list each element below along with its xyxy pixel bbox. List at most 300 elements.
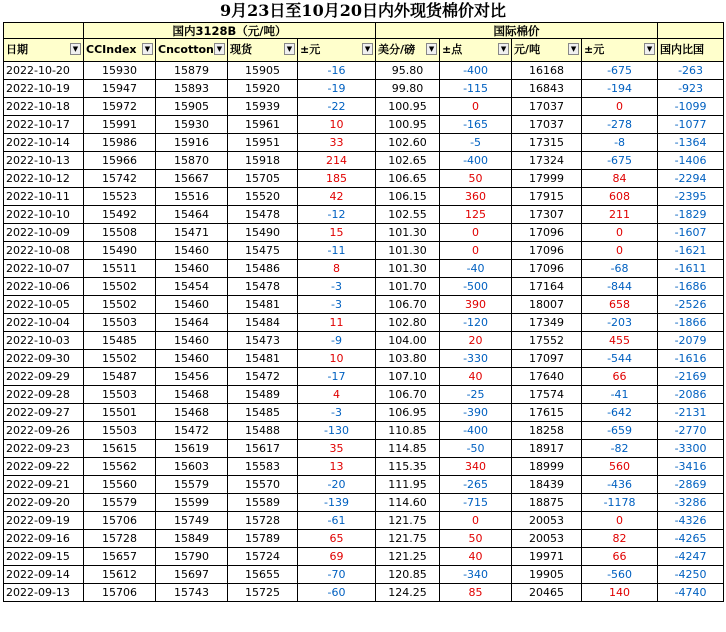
- table-cell[interactable]: 15464: [156, 314, 228, 332]
- table-cell[interactable]: 15657: [84, 548, 156, 566]
- table-cell[interactable]: -2086: [658, 386, 724, 404]
- table-cell[interactable]: -203: [582, 314, 658, 332]
- table-cell[interactable]: 2022-10-08: [4, 242, 84, 260]
- table-cell[interactable]: 360: [440, 188, 512, 206]
- table-cell[interactable]: 15520: [228, 188, 298, 206]
- table-cell[interactable]: 15599: [156, 494, 228, 512]
- table-cell[interactable]: -19: [298, 80, 376, 98]
- table-cell[interactable]: 65: [298, 530, 376, 548]
- table-cell[interactable]: -1866: [658, 314, 724, 332]
- table-cell[interactable]: 107.10: [376, 368, 440, 386]
- table-cell[interactable]: 17037: [512, 98, 582, 116]
- table-cell[interactable]: 101.30: [376, 242, 440, 260]
- column-header[interactable]: [582, 39, 658, 62]
- table-cell[interactable]: 15471: [156, 224, 228, 242]
- filter-dropdown-icon[interactable]: ▼: [498, 43, 509, 55]
- table-cell[interactable]: 17096: [512, 224, 582, 242]
- table-cell[interactable]: 560: [582, 458, 658, 476]
- table-cell[interactable]: 2022-10-12: [4, 170, 84, 188]
- table-cell[interactable]: 2022-10-03: [4, 332, 84, 350]
- table-cell[interactable]: -61: [298, 512, 376, 530]
- table-cell[interactable]: 110.85: [376, 422, 440, 440]
- table-cell[interactable]: 15468: [156, 386, 228, 404]
- table-cell[interactable]: -3286: [658, 494, 724, 512]
- table-cell[interactable]: -390: [440, 404, 512, 422]
- table-cell[interactable]: -1686: [658, 278, 724, 296]
- table-cell[interactable]: -60: [298, 584, 376, 602]
- table-cell[interactable]: -12: [298, 206, 376, 224]
- table-cell[interactable]: 15879: [156, 62, 228, 80]
- table-cell[interactable]: -263: [658, 62, 724, 80]
- table-cell[interactable]: 95.80: [376, 62, 440, 80]
- table-cell[interactable]: -2131: [658, 404, 724, 422]
- table-cell[interactable]: -11: [298, 242, 376, 260]
- table-cell[interactable]: -2869: [658, 476, 724, 494]
- table-cell[interactable]: -675: [582, 152, 658, 170]
- table-cell[interactable]: -40: [440, 260, 512, 278]
- table-cell[interactable]: 33: [298, 134, 376, 152]
- table-cell[interactable]: -1364: [658, 134, 724, 152]
- table-cell[interactable]: 17574: [512, 386, 582, 404]
- table-cell[interactable]: 15501: [84, 404, 156, 422]
- table-cell[interactable]: 2022-09-29: [4, 368, 84, 386]
- table-cell[interactable]: 40: [440, 368, 512, 386]
- table-cell[interactable]: 66: [582, 548, 658, 566]
- table-cell[interactable]: 10: [298, 116, 376, 134]
- column-header[interactable]: [658, 39, 724, 62]
- table-cell[interactable]: 18875: [512, 494, 582, 512]
- table-cell[interactable]: 15503: [84, 386, 156, 404]
- table-cell[interactable]: 101.30: [376, 260, 440, 278]
- column-header[interactable]: [298, 39, 376, 62]
- table-cell[interactable]: 103.80: [376, 350, 440, 368]
- table-cell[interactable]: 84: [582, 170, 658, 188]
- table-cell[interactable]: 15502: [84, 278, 156, 296]
- table-cell[interactable]: 102.80: [376, 314, 440, 332]
- table-cell[interactable]: 114.60: [376, 494, 440, 512]
- table-cell[interactable]: 15905: [156, 98, 228, 116]
- table-cell[interactable]: 15502: [84, 296, 156, 314]
- table-cell[interactable]: 102.65: [376, 152, 440, 170]
- table-cell[interactable]: 15920: [228, 80, 298, 98]
- table-cell[interactable]: 18917: [512, 440, 582, 458]
- table-cell[interactable]: 15619: [156, 440, 228, 458]
- table-cell[interactable]: 2022-10-20: [4, 62, 84, 80]
- table-cell[interactable]: 15484: [228, 314, 298, 332]
- table-cell[interactable]: 2022-09-22: [4, 458, 84, 476]
- table-cell[interactable]: 17307: [512, 206, 582, 224]
- filter-dropdown-icon[interactable]: ▼: [70, 43, 81, 55]
- table-cell[interactable]: 0: [440, 242, 512, 260]
- table-cell[interactable]: 15918: [228, 152, 298, 170]
- table-cell[interactable]: 121.75: [376, 512, 440, 530]
- column-header[interactable]: [440, 39, 512, 62]
- table-cell[interactable]: 10: [298, 350, 376, 368]
- table-cell[interactable]: -330: [440, 350, 512, 368]
- table-cell[interactable]: 2022-10-07: [4, 260, 84, 278]
- table-cell[interactable]: 15487: [84, 368, 156, 386]
- table-cell[interactable]: 15930: [84, 62, 156, 80]
- column-header[interactable]: [84, 39, 156, 62]
- table-cell[interactable]: 16843: [512, 80, 582, 98]
- table-cell[interactable]: -5: [440, 134, 512, 152]
- table-cell[interactable]: 104.00: [376, 332, 440, 350]
- table-cell[interactable]: 106.15: [376, 188, 440, 206]
- table-cell[interactable]: 15589: [228, 494, 298, 512]
- table-cell[interactable]: -544: [582, 350, 658, 368]
- table-cell[interactable]: -68: [582, 260, 658, 278]
- table-cell[interactable]: 15456: [156, 368, 228, 386]
- table-cell[interactable]: 15489: [228, 386, 298, 404]
- table-cell[interactable]: 15488: [228, 422, 298, 440]
- table-cell[interactable]: 42: [298, 188, 376, 206]
- table-cell[interactable]: -2770: [658, 422, 724, 440]
- column-header[interactable]: [228, 39, 298, 62]
- table-cell[interactable]: -340: [440, 566, 512, 584]
- table-cell[interactable]: 20053: [512, 512, 582, 530]
- table-cell[interactable]: 2022-10-18: [4, 98, 84, 116]
- table-cell[interactable]: 100.95: [376, 116, 440, 134]
- table-cell[interactable]: 2022-09-30: [4, 350, 84, 368]
- table-cell[interactable]: 15508: [84, 224, 156, 242]
- table-cell[interactable]: -3: [298, 296, 376, 314]
- table-cell[interactable]: 15490: [228, 224, 298, 242]
- table-cell[interactable]: 2022-09-26: [4, 422, 84, 440]
- table-cell[interactable]: -2169: [658, 368, 724, 386]
- table-cell[interactable]: 15930: [156, 116, 228, 134]
- table-cell[interactable]: -1077: [658, 116, 724, 134]
- table-cell[interactable]: -8: [582, 134, 658, 152]
- table-cell[interactable]: 2022-09-27: [4, 404, 84, 422]
- table-cell[interactable]: 125: [440, 206, 512, 224]
- table-cell[interactable]: -70: [298, 566, 376, 584]
- table-cell[interactable]: 15460: [156, 350, 228, 368]
- table-cell[interactable]: 185: [298, 170, 376, 188]
- filter-dropdown-icon[interactable]: ▼: [644, 43, 655, 55]
- table-cell[interactable]: 2022-09-23: [4, 440, 84, 458]
- table-cell[interactable]: 8: [298, 260, 376, 278]
- table-cell[interactable]: 85: [440, 584, 512, 602]
- filter-dropdown-icon[interactable]: ▼: [568, 43, 579, 55]
- table-cell[interactable]: 15655: [228, 566, 298, 584]
- table-cell[interactable]: -16: [298, 62, 376, 80]
- table-cell[interactable]: 15460: [156, 332, 228, 350]
- table-cell[interactable]: 15560: [84, 476, 156, 494]
- table-cell[interactable]: 0: [582, 224, 658, 242]
- table-cell[interactable]: 15728: [228, 512, 298, 530]
- table-cell[interactable]: 15986: [84, 134, 156, 152]
- table-cell[interactable]: 15705: [228, 170, 298, 188]
- table-cell[interactable]: -1621: [658, 242, 724, 260]
- table-cell[interactable]: -675: [582, 62, 658, 80]
- table-cell[interactable]: -715: [440, 494, 512, 512]
- table-cell[interactable]: -4247: [658, 548, 724, 566]
- table-cell[interactable]: -25: [440, 386, 512, 404]
- table-cell[interactable]: -9: [298, 332, 376, 350]
- table-cell[interactable]: 15485: [228, 404, 298, 422]
- table-cell[interactable]: 15893: [156, 80, 228, 98]
- table-cell[interactable]: 19971: [512, 548, 582, 566]
- table-cell[interactable]: 2022-09-20: [4, 494, 84, 512]
- table-cell[interactable]: 15749: [156, 512, 228, 530]
- table-cell[interactable]: -1178: [582, 494, 658, 512]
- table-cell[interactable]: 15849: [156, 530, 228, 548]
- table-cell[interactable]: 99.80: [376, 80, 440, 98]
- table-cell[interactable]: 17037: [512, 116, 582, 134]
- table-cell[interactable]: -659: [582, 422, 658, 440]
- table-cell[interactable]: 2022-10-13: [4, 152, 84, 170]
- table-cell[interactable]: 13: [298, 458, 376, 476]
- table-cell[interactable]: 0: [440, 512, 512, 530]
- table-cell[interactable]: 15870: [156, 152, 228, 170]
- table-cell[interactable]: -165: [440, 116, 512, 134]
- table-cell[interactable]: 15464: [156, 206, 228, 224]
- table-cell[interactable]: 17552: [512, 332, 582, 350]
- table-cell[interactable]: 15460: [156, 260, 228, 278]
- table-cell[interactable]: 214: [298, 152, 376, 170]
- table-cell[interactable]: 2022-09-15: [4, 548, 84, 566]
- table-cell[interactable]: 66: [582, 368, 658, 386]
- table-cell[interactable]: 0: [440, 224, 512, 242]
- table-cell[interactable]: 15667: [156, 170, 228, 188]
- table-cell[interactable]: 658: [582, 296, 658, 314]
- table-cell[interactable]: 20465: [512, 584, 582, 602]
- table-cell[interactable]: -400: [440, 152, 512, 170]
- column-header[interactable]: [4, 39, 84, 62]
- table-cell[interactable]: 50: [440, 170, 512, 188]
- filter-dropdown-icon[interactable]: ▼: [362, 43, 373, 55]
- table-cell[interactable]: 17615: [512, 404, 582, 422]
- table-cell[interactable]: 69: [298, 548, 376, 566]
- table-cell[interactable]: 15706: [84, 512, 156, 530]
- table-cell[interactable]: 15612: [84, 566, 156, 584]
- column-header[interactable]: [512, 39, 582, 62]
- table-cell[interactable]: -400: [440, 62, 512, 80]
- table-cell[interactable]: -139: [298, 494, 376, 512]
- column-header[interactable]: [156, 39, 228, 62]
- table-cell[interactable]: 102.60: [376, 134, 440, 152]
- table-cell[interactable]: 106.70: [376, 296, 440, 314]
- table-cell[interactable]: -2294: [658, 170, 724, 188]
- table-cell[interactable]: 15516: [156, 188, 228, 206]
- table-cell[interactable]: 15503: [84, 314, 156, 332]
- table-cell[interactable]: 2022-10-10: [4, 206, 84, 224]
- table-cell[interactable]: -1616: [658, 350, 724, 368]
- table-cell[interactable]: 15583: [228, 458, 298, 476]
- table-cell[interactable]: 140: [582, 584, 658, 602]
- table-cell[interactable]: -4326: [658, 512, 724, 530]
- table-cell[interactable]: 15502: [84, 350, 156, 368]
- table-cell[interactable]: -4265: [658, 530, 724, 548]
- table-cell[interactable]: 15743: [156, 584, 228, 602]
- table-cell[interactable]: 18258: [512, 422, 582, 440]
- table-cell[interactable]: 0: [440, 98, 512, 116]
- table-cell[interactable]: -17: [298, 368, 376, 386]
- table-cell[interactable]: 15724: [228, 548, 298, 566]
- table-cell[interactable]: 15486: [228, 260, 298, 278]
- table-cell[interactable]: 17349: [512, 314, 582, 332]
- table-cell[interactable]: 106.65: [376, 170, 440, 188]
- table-cell[interactable]: 15966: [84, 152, 156, 170]
- table-cell[interactable]: -400: [440, 422, 512, 440]
- table-cell[interactable]: 15991: [84, 116, 156, 134]
- table-cell[interactable]: -2395: [658, 188, 724, 206]
- table-cell[interactable]: 15: [298, 224, 376, 242]
- table-cell[interactable]: 15478: [228, 206, 298, 224]
- table-cell[interactable]: -130: [298, 422, 376, 440]
- table-cell[interactable]: 114.85: [376, 440, 440, 458]
- table-cell[interactable]: 15475: [228, 242, 298, 260]
- table-cell[interactable]: 17097: [512, 350, 582, 368]
- table-cell[interactable]: 2022-10-05: [4, 296, 84, 314]
- table-cell[interactable]: 15972: [84, 98, 156, 116]
- table-cell[interactable]: -1406: [658, 152, 724, 170]
- filter-dropdown-icon[interactable]: ▼: [214, 43, 225, 55]
- table-cell[interactable]: 121.75: [376, 530, 440, 548]
- table-cell[interactable]: 15473: [228, 332, 298, 350]
- table-cell[interactable]: 100.95: [376, 98, 440, 116]
- table-cell[interactable]: -1611: [658, 260, 724, 278]
- table-cell[interactable]: 124.25: [376, 584, 440, 602]
- table-cell[interactable]: 0: [582, 242, 658, 260]
- table-cell[interactable]: 15468: [156, 404, 228, 422]
- table-cell[interactable]: -1607: [658, 224, 724, 242]
- table-cell[interactable]: 40: [440, 548, 512, 566]
- table-cell[interactable]: 15615: [84, 440, 156, 458]
- table-cell[interactable]: 19905: [512, 566, 582, 584]
- table-cell[interactable]: -120: [440, 314, 512, 332]
- table-cell[interactable]: 15460: [156, 296, 228, 314]
- table-cell[interactable]: 17096: [512, 242, 582, 260]
- table-cell[interactable]: 455: [582, 332, 658, 350]
- table-cell[interactable]: 2022-09-16: [4, 530, 84, 548]
- table-cell[interactable]: -82: [582, 440, 658, 458]
- table-cell[interactable]: -50: [440, 440, 512, 458]
- table-cell[interactable]: 15916: [156, 134, 228, 152]
- column-header[interactable]: [376, 39, 440, 62]
- filter-dropdown-icon[interactable]: ▼: [142, 43, 153, 55]
- table-cell[interactable]: 15617: [228, 440, 298, 458]
- table-cell[interactable]: 17324: [512, 152, 582, 170]
- table-cell[interactable]: 2022-10-11: [4, 188, 84, 206]
- table-cell[interactable]: -194: [582, 80, 658, 98]
- table-cell[interactable]: -923: [658, 80, 724, 98]
- table-cell[interactable]: 2022-10-17: [4, 116, 84, 134]
- table-cell[interactable]: 20: [440, 332, 512, 350]
- table-cell[interactable]: -436: [582, 476, 658, 494]
- table-cell[interactable]: 608: [582, 188, 658, 206]
- table-cell[interactable]: -278: [582, 116, 658, 134]
- table-cell[interactable]: 15790: [156, 548, 228, 566]
- table-cell[interactable]: -265: [440, 476, 512, 494]
- table-cell[interactable]: -3416: [658, 458, 724, 476]
- table-cell[interactable]: 2022-09-14: [4, 566, 84, 584]
- table-cell[interactable]: 390: [440, 296, 512, 314]
- table-cell[interactable]: 102.55: [376, 206, 440, 224]
- table-cell[interactable]: 106.95: [376, 404, 440, 422]
- table-cell[interactable]: 0: [582, 98, 658, 116]
- table-cell[interactable]: -560: [582, 566, 658, 584]
- table-cell[interactable]: 15454: [156, 278, 228, 296]
- table-cell[interactable]: 15579: [84, 494, 156, 512]
- table-cell[interactable]: -2526: [658, 296, 724, 314]
- table-cell[interactable]: 18007: [512, 296, 582, 314]
- table-cell[interactable]: -500: [440, 278, 512, 296]
- table-cell[interactable]: 15697: [156, 566, 228, 584]
- table-cell[interactable]: 15460: [156, 242, 228, 260]
- table-cell[interactable]: -844: [582, 278, 658, 296]
- table-cell[interactable]: 15570: [228, 476, 298, 494]
- table-cell[interactable]: 2022-09-13: [4, 584, 84, 602]
- table-cell[interactable]: 2022-09-19: [4, 512, 84, 530]
- table-cell[interactable]: 15725: [228, 584, 298, 602]
- table-cell[interactable]: 17915: [512, 188, 582, 206]
- table-cell[interactable]: 211: [582, 206, 658, 224]
- table-cell[interactable]: 15939: [228, 98, 298, 116]
- table-cell[interactable]: 15742: [84, 170, 156, 188]
- table-cell[interactable]: 121.25: [376, 548, 440, 566]
- table-cell[interactable]: 2022-09-28: [4, 386, 84, 404]
- table-cell[interactable]: -20: [298, 476, 376, 494]
- table-cell[interactable]: 17999: [512, 170, 582, 188]
- table-cell[interactable]: 17315: [512, 134, 582, 152]
- table-cell[interactable]: 106.70: [376, 386, 440, 404]
- table-cell[interactable]: 82: [582, 530, 658, 548]
- table-cell[interactable]: 2022-10-14: [4, 134, 84, 152]
- table-cell[interactable]: 15472: [156, 422, 228, 440]
- table-cell[interactable]: 15905: [228, 62, 298, 80]
- table-cell[interactable]: 15961: [228, 116, 298, 134]
- table-cell[interactable]: 15511: [84, 260, 156, 278]
- table-cell[interactable]: 15579: [156, 476, 228, 494]
- table-cell[interactable]: 15503: [84, 422, 156, 440]
- table-cell[interactable]: 15603: [156, 458, 228, 476]
- table-cell[interactable]: 2022-10-19: [4, 80, 84, 98]
- table-cell[interactable]: 15485: [84, 332, 156, 350]
- table-cell[interactable]: 2022-09-21: [4, 476, 84, 494]
- table-cell[interactable]: -3: [298, 278, 376, 296]
- table-cell[interactable]: 15481: [228, 350, 298, 368]
- table-cell[interactable]: 15706: [84, 584, 156, 602]
- table-cell[interactable]: 101.70: [376, 278, 440, 296]
- table-cell[interactable]: 15951: [228, 134, 298, 152]
- table-cell[interactable]: 101.30: [376, 224, 440, 242]
- table-cell[interactable]: -2079: [658, 332, 724, 350]
- table-cell[interactable]: -3: [298, 404, 376, 422]
- table-cell[interactable]: 16168: [512, 62, 582, 80]
- table-cell[interactable]: 340: [440, 458, 512, 476]
- table-cell[interactable]: -41: [582, 386, 658, 404]
- table-cell[interactable]: 15490: [84, 242, 156, 260]
- table-cell[interactable]: 0: [582, 512, 658, 530]
- table-cell[interactable]: 15481: [228, 296, 298, 314]
- table-cell[interactable]: 35: [298, 440, 376, 458]
- table-cell[interactable]: 20053: [512, 530, 582, 548]
- table-cell[interactable]: -642: [582, 404, 658, 422]
- table-cell[interactable]: -4740: [658, 584, 724, 602]
- table-cell[interactable]: 115.35: [376, 458, 440, 476]
- table-cell[interactable]: 111.95: [376, 476, 440, 494]
- filter-dropdown-icon[interactable]: ▼: [426, 43, 437, 55]
- table-cell[interactable]: -3300: [658, 440, 724, 458]
- table-cell[interactable]: 2022-10-06: [4, 278, 84, 296]
- table-cell[interactable]: 15472: [228, 368, 298, 386]
- table-cell[interactable]: 2022-10-04: [4, 314, 84, 332]
- table-cell[interactable]: 17096: [512, 260, 582, 278]
- table-cell[interactable]: 11: [298, 314, 376, 332]
- table-cell[interactable]: 15562: [84, 458, 156, 476]
- table-cell[interactable]: -1829: [658, 206, 724, 224]
